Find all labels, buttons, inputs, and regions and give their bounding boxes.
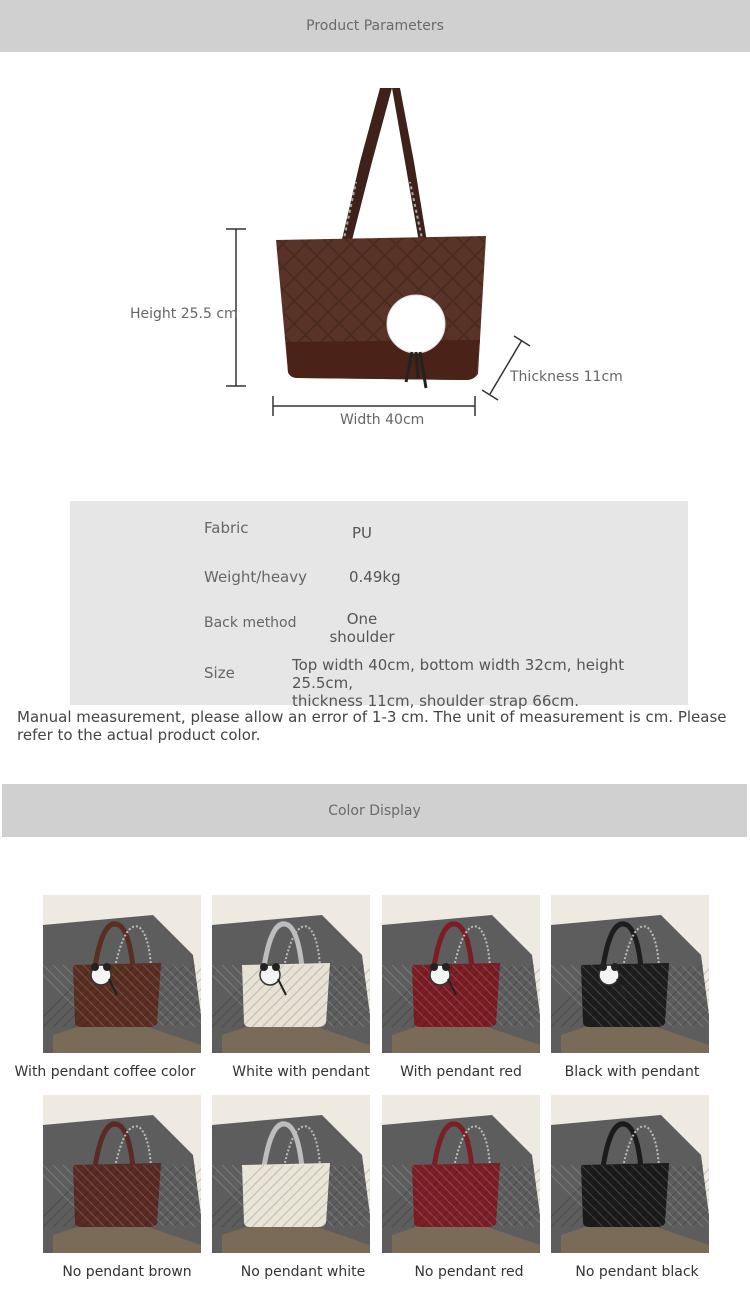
color-caption: No pendant black (575, 1264, 699, 1280)
height-label: Height 25.5 cm (130, 306, 238, 322)
pendant-ear (430, 963, 438, 971)
bag-photo (43, 895, 201, 1053)
section-title: Color Display (328, 802, 421, 819)
color-caption: No pendant white (240, 1264, 366, 1280)
bag-illustration (0, 52, 750, 472)
pendant-ear (442, 963, 450, 971)
pendant-ear (103, 963, 111, 971)
parameters-table (70, 501, 688, 710)
color-swatch-image[interactable] (382, 1095, 540, 1253)
color-swatch-image[interactable] (212, 1095, 370, 1253)
bag-photo (212, 1095, 370, 1253)
color-swatch-image[interactable] (212, 895, 370, 1053)
bag-photo (212, 895, 370, 1053)
section-title: Product Parameters (306, 18, 444, 34)
bag-photo (382, 895, 540, 1053)
pendant-charm (387, 295, 445, 353)
color-caption: No pendant brown (62, 1264, 192, 1280)
param-label-back-method: Back method (204, 615, 297, 631)
color-swatch-image[interactable] (43, 895, 201, 1053)
strap-right (392, 88, 428, 248)
bag-photo (551, 895, 709, 1053)
param-label-size: Size (204, 664, 235, 682)
section-banner-product-parameters (0, 0, 750, 52)
color-swatch-image[interactable] (382, 895, 540, 1053)
color-caption: Black with pendant (564, 1064, 700, 1080)
pendant-ear (272, 963, 280, 971)
color-swatch-image[interactable] (551, 895, 709, 1053)
pendant-ear (91, 963, 99, 971)
param-value-back-method: One shoulder (329, 610, 395, 646)
section-banner-color-display (2, 784, 747, 837)
pendant-ear (611, 963, 619, 971)
thickness-indicator (482, 336, 530, 400)
color-caption: With pendant coffee color (14, 1064, 196, 1080)
color-swatch-image[interactable] (551, 1095, 709, 1253)
color-caption: With pendant red (400, 1064, 522, 1080)
measurement-note: Manual measurement, please allow an error of 1-3 cm. The unit of measurement is cm. Please refer to the actual product color. (17, 708, 727, 744)
thickness-label: Thickness 11cm (510, 369, 623, 385)
color-caption: White with pendant (232, 1064, 370, 1080)
param-label-fabric: Fabric (204, 519, 249, 537)
param-label-weight: Weight/heavy (204, 568, 307, 586)
param-value-size: Top width 40cm, bottom width 32cm, height 25.5cm, thickness 11cm, shoulder strap 66cm. (292, 656, 625, 710)
color-caption: No pendant red (414, 1264, 524, 1280)
param-value-fabric: PU (352, 524, 373, 542)
bag-base (286, 340, 480, 380)
bag-photo (551, 1095, 709, 1253)
bag-photo (382, 1095, 540, 1253)
dimension-diagram (0, 52, 750, 472)
width-label: Width 40cm (340, 412, 425, 428)
color-swatch-image[interactable] (43, 1095, 201, 1253)
param-value-weight: 0.49kg (349, 568, 401, 586)
bag-photo (43, 1095, 201, 1253)
pendant-ear (599, 963, 607, 971)
pendant-ear (260, 963, 268, 971)
